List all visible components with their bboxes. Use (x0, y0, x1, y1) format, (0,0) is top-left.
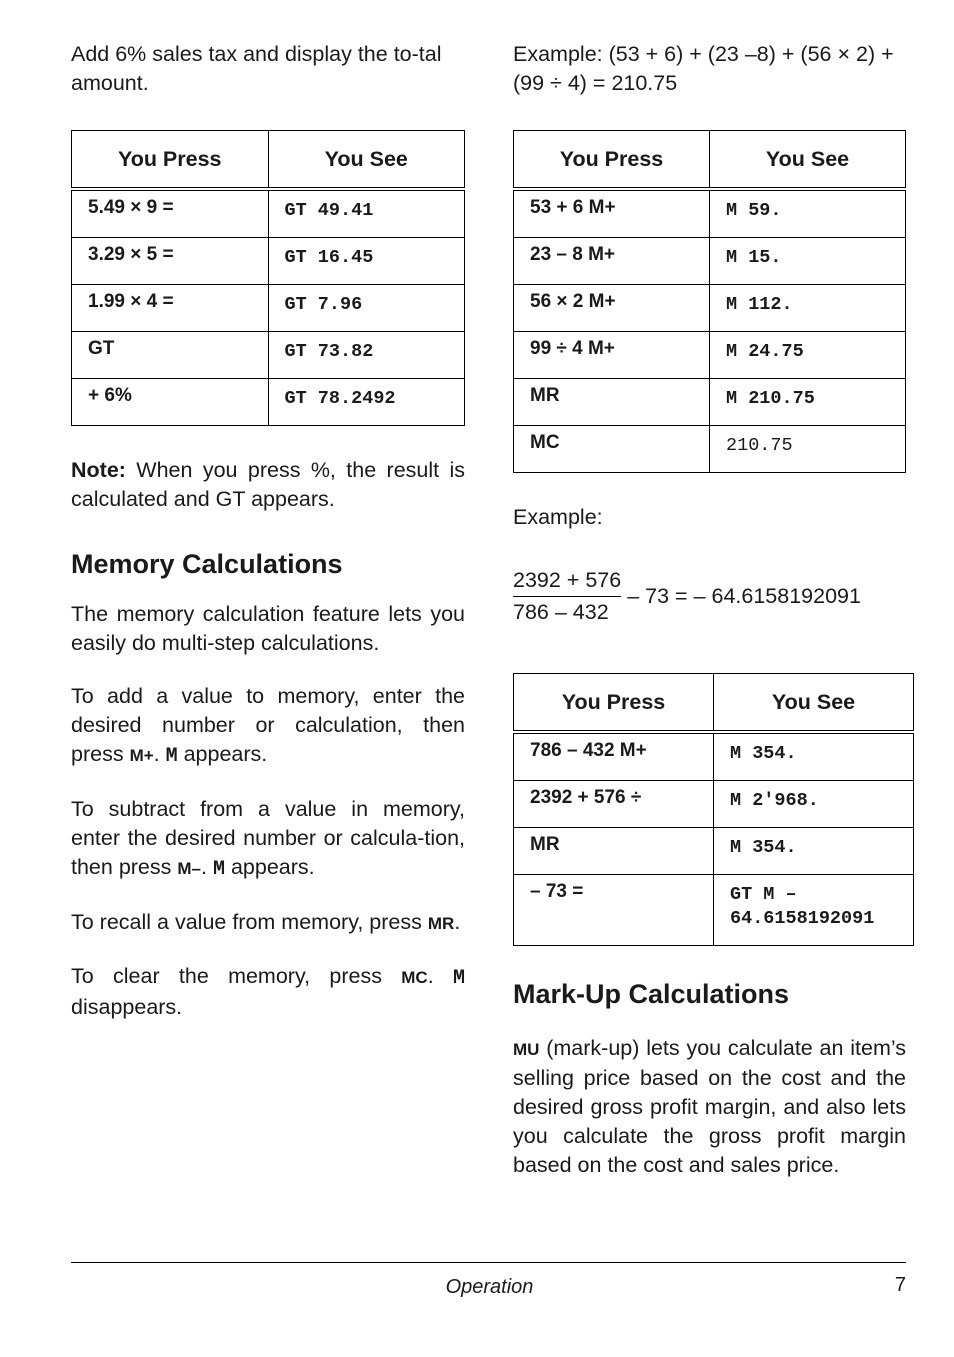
key-label-mr: MR (427, 914, 455, 933)
key-sequence-cell: 53 + 6 M+ (514, 189, 710, 238)
table-row (72, 189, 465, 238)
page-number: 7 (894, 1274, 906, 1296)
fraction (513, 568, 621, 625)
column-header-you-press: You Press (72, 131, 269, 190)
display-cell: M 2'968. (714, 781, 914, 828)
key-label-mc: MC (401, 968, 428, 987)
note-paragraph (71, 456, 465, 514)
display-cell: GT 73.82 (268, 332, 465, 379)
display-cell: M 354. (714, 828, 914, 875)
column-header-you-see: You See (268, 131, 465, 190)
right-column (513, 40, 906, 1180)
table-row (514, 828, 914, 875)
paragraph-text: . (201, 855, 213, 879)
key-sequence-cell: 5.49 × 9 = (72, 189, 269, 238)
memory-paragraph-add (71, 682, 465, 771)
key-sequence-cell: – 73 = (514, 875, 714, 946)
display-indicator-m: M (452, 967, 465, 990)
paragraph-text: disappears. (71, 995, 183, 1019)
memory-paragraph-intro: The memory calculation feature lets you easily do multi-step calculations. (71, 602, 465, 655)
column-header-you-press: You Press (514, 131, 710, 190)
display-cell: M 112. (710, 285, 906, 332)
table-row (72, 332, 465, 379)
paragraph-text: appears. (177, 742, 268, 766)
key-sequence-cell: 786 – 432 M+ (514, 732, 714, 781)
memory-paragraph-clear (71, 962, 465, 1022)
left-column (71, 40, 465, 1022)
fraction-expression (513, 568, 906, 625)
table-header-row (514, 674, 914, 733)
display-indicator-m: M (165, 745, 178, 768)
fraction-example-table (513, 673, 914, 946)
table-row (514, 189, 906, 238)
paragraph-text: To recall a value from memory, press (71, 910, 428, 934)
column-header-you-see: You See (714, 674, 914, 733)
display-cell: M 354. (714, 732, 914, 781)
table-header-row (72, 131, 465, 190)
memory-paragraph-recall (71, 908, 465, 938)
column-header-you-see: You See (710, 131, 906, 190)
key-label-m-plus: M+ (129, 746, 154, 765)
key-sequence-cell: 56 × 2 M+ (514, 285, 710, 332)
memory-calculations-heading: Memory Calculations (71, 549, 343, 579)
footer-divider (71, 1262, 906, 1263)
display-cell: M 15. (710, 238, 906, 285)
display-cell: GT 16.45 (268, 238, 465, 285)
paragraph-text: To clear the memory, press (71, 964, 402, 988)
table-row (514, 238, 906, 285)
memory-example-table (513, 130, 906, 473)
fraction-result: – 73 = – 64.6158192091 (627, 584, 861, 608)
key-sequence-cell: 3.29 × 5 = (72, 238, 269, 285)
key-sequence-cell: 1.99 × 4 = (72, 285, 269, 332)
memory-paragraph-subtract (71, 795, 465, 884)
paragraph-text: To add a value to memory, enter the desired number or calculation, then press (71, 684, 465, 766)
footer-section-title: Operation (445, 1276, 534, 1298)
markup-calculations-heading: Mark-Up Calculations (513, 979, 790, 1009)
display-cell: 210.75 (710, 426, 906, 473)
fraction-numerator: 2392 + 576 (513, 568, 621, 597)
table-row (72, 285, 465, 332)
paragraph-text: . (153, 742, 166, 766)
paragraph-text: . (427, 964, 453, 988)
sales-tax-table (71, 130, 465, 426)
example-label: Example: (513, 505, 603, 529)
key-sequence-cell: MR (514, 379, 710, 426)
table-row (514, 332, 906, 379)
column-header-you-press: You Press (514, 674, 714, 733)
table-row (514, 781, 914, 828)
intro-text: Add 6% sales tax and display the to-tal amount. (71, 42, 442, 95)
display-cell: GT 49.41 (268, 189, 465, 238)
key-sequence-cell: 2392 + 576 ÷ (514, 781, 714, 828)
table-row (72, 238, 465, 285)
table-row (514, 379, 906, 426)
fraction-denominator: 786 – 432 (513, 600, 609, 624)
table-row (72, 379, 465, 426)
table-row (514, 426, 906, 473)
display-cell: M 210.75 (710, 379, 906, 426)
display-line: GT M – (730, 884, 797, 905)
display-indicator-m: M (212, 858, 225, 881)
key-sequence-cell: 23 – 8 M+ (514, 238, 710, 285)
table-header-row (514, 131, 906, 190)
table-row (514, 732, 914, 781)
paragraph-text: appears. (224, 855, 315, 879)
key-sequence-cell: MR (514, 828, 714, 875)
key-label-mu: MU (513, 1040, 540, 1059)
markup-paragraph (513, 1034, 906, 1180)
paragraph-text: . (454, 910, 461, 934)
paragraph-text: To subtract from a value in memory, enter the desired number or calcula-tion, then press (71, 797, 465, 879)
display-cell: GT 7.96 (268, 285, 465, 332)
display-cell: GT 78.2492 (268, 379, 465, 426)
paragraph-text: (mark-up) lets you calculate an item’s selling price based on the cost and the desired gross profit margin, and also lets you calculate the gross profit margin based on the cost and sales price. (513, 1036, 906, 1177)
example-memory-text: Example: (53 + 6) + (23 –8) + (56 × 2) + (99 ÷ 4) = 210.75 (513, 42, 894, 95)
key-sequence-cell: GT (72, 332, 269, 379)
display-cell (714, 875, 914, 946)
note-text: When you press %, the result is calculated and GT appears. (71, 458, 465, 511)
display-line: 64.6158192091 (730, 908, 875, 929)
note-label: Note: (71, 458, 126, 482)
display-cell: M 59. (710, 189, 906, 238)
key-sequence-cell: 99 ÷ 4 M+ (514, 332, 710, 379)
key-label-m-minus: M– (177, 859, 201, 878)
key-sequence-cell: + 6% (72, 379, 269, 426)
table-row (514, 285, 906, 332)
key-sequence-cell: MC (514, 426, 710, 473)
table-row (514, 875, 914, 946)
display-cell: M 24.75 (710, 332, 906, 379)
